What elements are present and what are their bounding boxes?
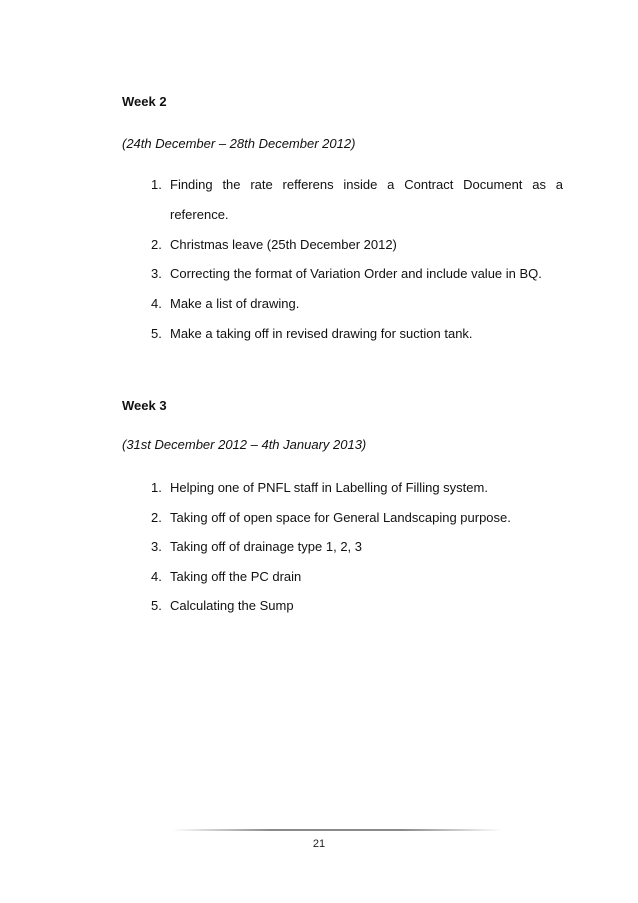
list-item-number: 5.: [151, 598, 162, 613]
week-2-heading: Week 2: [122, 94, 167, 109]
list-item-number: 1.: [151, 480, 162, 495]
list-item-text: Helping one of PNFL staff in Labelling of Filling system.: [170, 480, 488, 495]
list-item-text: Calculating the Sump: [170, 598, 294, 613]
list-item-number: 1.: [151, 177, 162, 192]
list-item-text: Finding the rate refferens inside a Contract Document as a: [170, 177, 563, 192]
list-item-text: Correcting the format of Variation Order and include value in BQ.: [170, 266, 542, 281]
list-item-text: Make a taking off in revised drawing for suction tank.: [170, 326, 473, 341]
page-number: 21: [312, 838, 326, 850]
week-3-date-range: (31st December 2012 – 4th January 2013): [122, 437, 367, 452]
list-item-text: Taking off the PC drain: [170, 569, 302, 584]
week-2-date-range: (24th December – 28th December 2012): [122, 136, 356, 151]
list-item-number: 3.: [151, 266, 162, 281]
list-item-number: 4.: [151, 296, 162, 311]
list-item-number: 2.: [151, 237, 162, 252]
list-item-text: Taking off of drainage type 1, 2, 3: [170, 539, 363, 554]
list-item-number: 5.: [151, 326, 162, 341]
list-item-text: Taking off of open space for General Landscaping purpose.: [170, 510, 511, 525]
list-item-number: 2.: [151, 510, 162, 525]
list-item-continuation: reference.: [170, 207, 229, 222]
list-item-text: Christmas leave (25th December 2012): [170, 237, 397, 252]
footer-divider: [172, 829, 502, 831]
list-item-number: 3.: [151, 539, 162, 554]
list-item-number: 4.: [151, 569, 162, 584]
week-3-heading: Week 3: [122, 398, 167, 413]
list-item-text: Make a list of drawing.: [170, 296, 300, 311]
